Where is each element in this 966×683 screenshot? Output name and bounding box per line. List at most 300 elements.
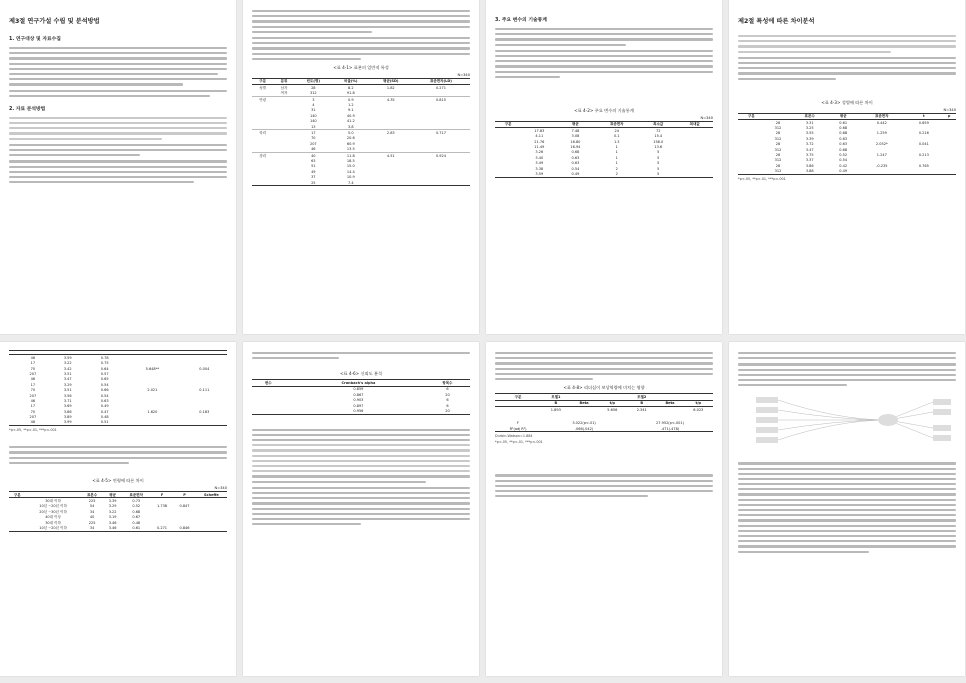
table-cell: 9.1 (348, 108, 354, 113)
table-cell: 5.648** (145, 366, 160, 371)
table-cell: .471(.478) (660, 426, 680, 431)
group-label: 경력 (259, 153, 267, 158)
reliability-table (252, 379, 470, 414)
body-paragraph (738, 363, 956, 386)
table-cell: 3.25 (805, 126, 814, 131)
table-cell: 13.6 (654, 145, 663, 150)
table-cell: 0.847 (179, 504, 190, 509)
section-heading: 3. 주요 변수의 기술통계 (495, 18, 547, 23)
table-cell: 3.89 (63, 415, 72, 420)
table-cell: 312 (774, 169, 782, 174)
table-cell: 34 (89, 509, 95, 514)
table-cell: 17 (311, 130, 316, 135)
table-header-cell: 구분 (504, 122, 512, 127)
path-model-diagram (738, 390, 956, 450)
table-cell: 70 (30, 388, 36, 393)
table-cell: 0.956 (353, 408, 364, 413)
table-cell: 30대 이하 (45, 499, 61, 503)
table-cell: 225 (88, 499, 96, 503)
table-cell: 312 (774, 136, 782, 141)
body-paragraph (738, 462, 956, 552)
table-cell: 0.54 (839, 158, 848, 163)
table-cell: 16.80 (570, 139, 581, 144)
table-cell: 46 (30, 420, 36, 425)
table-cell: 1.2 (348, 103, 354, 108)
table-cell: 0.765 (918, 163, 929, 168)
group-label: 성별 (259, 85, 267, 90)
table-cell: 51 (311, 164, 316, 169)
table-cell: 0.659 (918, 120, 929, 125)
table-cell (284, 408, 291, 414)
table-cell: 16.94 (570, 145, 581, 150)
table-cell (9, 525, 25, 531)
regression-table (495, 393, 713, 432)
page-8 (729, 342, 965, 676)
table-cell: 0.54 (100, 393, 109, 398)
table-cell: 2.83 (386, 130, 395, 135)
table-cell: 0.57 (100, 371, 109, 376)
table-cell: 3 (312, 97, 315, 102)
body-paragraph (495, 474, 713, 497)
table-cell: 0.216 (918, 131, 929, 136)
durbin-watson: Durbin-Watson=1.884 (495, 434, 533, 439)
table-cell: 17.83 (534, 128, 545, 133)
table-cell: 40.9 (346, 113, 355, 118)
table-cell: 3.46 (108, 520, 117, 525)
body-paragraph (9, 446, 227, 464)
table-header-cell: 최대값 (689, 122, 700, 127)
table-cell: 3.40 (535, 155, 544, 160)
table-header-cell: P (183, 492, 186, 497)
table-cell: 312 (774, 126, 782, 131)
table-cell: 24 (614, 128, 619, 133)
table-cell: 0.54 (100, 382, 109, 387)
body-paragraph (9, 117, 227, 140)
table-row (738, 169, 956, 175)
table-cell: 225 (88, 520, 96, 525)
table-header-cell: F (160, 492, 164, 497)
table-cell: 20.6 (346, 136, 355, 141)
table-cell: 2.021 (147, 388, 158, 393)
table-cell: 41.2 (346, 119, 355, 124)
sample-size-label: N=340 (700, 115, 713, 120)
table-cell: 17 (30, 404, 36, 409)
table-cell: 0.68 (839, 126, 848, 131)
table-cell: 31 (311, 108, 316, 113)
table-cell (858, 169, 905, 175)
page-3 (486, 0, 722, 334)
table-cell: 14.4 (346, 169, 355, 174)
education-diff-table (9, 350, 227, 426)
table-cell: 5 (657, 171, 660, 176)
table-cell: 1.259 (876, 131, 887, 136)
table-header-cell: 구분 (747, 114, 755, 119)
table-cell: 5 (657, 166, 660, 171)
table-cell: 1.893 (550, 407, 561, 412)
table-header-cell: 모델1 (551, 394, 561, 399)
table-cell: 4 (312, 103, 315, 108)
table-cell: 0.68 (839, 131, 848, 136)
table-cell: 0.897 (353, 403, 364, 408)
table-cell: 3.47 (63, 377, 72, 382)
body-paragraph (252, 10, 470, 33)
table-cell: 0.041 (918, 142, 929, 147)
group-label (252, 180, 273, 186)
table-cell: 34 (89, 525, 95, 530)
table-cell: 0.63 (571, 155, 580, 160)
table-header-cell: 표준편차 (875, 114, 889, 119)
table-row (495, 171, 713, 177)
body-paragraph (738, 57, 956, 80)
table-header-cell: 분류 (280, 79, 288, 84)
table-cell: 40대 이상 (45, 515, 61, 520)
demographics-table (252, 78, 470, 186)
table-header-cell: 평균 (109, 492, 116, 497)
table-cell: 1.3 (613, 139, 620, 144)
table-cell: 18.5 (346, 158, 355, 163)
table-header-cell: 평균(SD) (383, 79, 399, 84)
table-cell: 8.2 (348, 85, 354, 90)
table-cell: 0.717 (435, 130, 446, 135)
table-cell: 0.442 (876, 120, 887, 125)
table-cell: 46 (30, 377, 36, 382)
body-paragraph (252, 487, 470, 526)
table-cell (412, 180, 470, 186)
table-caption: <표 4-2> 주요 변수의 기술통계 (574, 107, 634, 113)
table-caption: <표 4-6> 신뢰도 분석 (339, 371, 383, 377)
table-cell: 207 (309, 141, 317, 146)
table-cell: 40 (89, 515, 95, 520)
table-cell (182, 420, 227, 426)
table-cell: 0.78 (100, 355, 109, 360)
table-cell: 6 (446, 398, 449, 403)
table-header-cell: 비율(%) (344, 79, 358, 84)
table-cell: 0.9 (348, 97, 354, 102)
table-caption: <표 4-5> 연령에 따른 차이 (92, 478, 144, 484)
table-cell: 3.022(p<.01) (572, 421, 596, 426)
table-cell: 0.004 (199, 366, 210, 371)
table-cell: 91.8 (346, 91, 355, 96)
table-header-cell: Beta (665, 401, 675, 406)
table-cell: 0.73 (132, 499, 141, 503)
table-cell: 3.47 (805, 147, 814, 152)
table-caption: <표 4-1> 표본의 일반적 특성 (333, 64, 389, 70)
table-header-cell: 표준편차 (129, 492, 144, 497)
body-paragraph (495, 50, 713, 78)
table-cell: 3.08 (571, 134, 580, 139)
table-cell: 140 (309, 113, 317, 118)
page-1 (0, 0, 236, 334)
table-cell: 1.738 (157, 504, 168, 509)
table-header-cell: B (640, 401, 644, 406)
table-cell: 312 (774, 158, 782, 163)
table-cell (196, 525, 227, 531)
table-header-cell: 구분 (13, 492, 21, 497)
table-cell: 0.63 (839, 142, 848, 147)
table-cell: 7.48 (571, 128, 580, 133)
table-cell: -0.235 (876, 163, 888, 168)
table-header-cell: 구분 (514, 394, 522, 399)
table-cell: 3.49 (535, 161, 544, 166)
table-row (252, 180, 470, 186)
table-cell: 0.68 (839, 147, 848, 152)
table-cell: 0.49 (839, 169, 848, 174)
table-cell: 49 (311, 169, 316, 174)
table-cell: 0.64 (100, 366, 109, 371)
table-cell: 63 (311, 158, 316, 163)
table-cell: 3.51 (63, 371, 72, 376)
body-paragraph (495, 352, 713, 380)
table-cell: 10.9 (346, 175, 355, 180)
table-cell: 3.39 (805, 136, 814, 141)
table-cell: 46 (30, 355, 36, 360)
table-cell: 1 (615, 150, 618, 155)
table-cell: 3.55 (805, 131, 814, 136)
table-cell: 20 (445, 408, 450, 413)
table-cell: 7.4 (348, 180, 354, 185)
table-cell: 0.271 (157, 525, 168, 530)
table-header-cell: 표본수 (87, 492, 98, 497)
table-cell: 0.111 (199, 388, 210, 393)
table-cell: 0.213 (918, 153, 929, 158)
table-cell: 37 (311, 175, 316, 180)
table-cell: 28 (775, 142, 781, 147)
table-cell: 0.75 (100, 361, 109, 366)
table-cell: 0.815 (435, 97, 446, 102)
table-cell: 158.0 (653, 139, 664, 144)
table-cell (738, 169, 765, 175)
table-cell: 207 (29, 371, 37, 376)
table-cell: 3.39 (108, 499, 117, 503)
body-paragraph (9, 47, 227, 86)
table-cell: 20년 ~30년 이하 (39, 509, 67, 514)
table-cell: 3.46 (108, 525, 117, 530)
table-cell: 0.66 (100, 388, 109, 393)
page-2 (243, 0, 479, 334)
table-cell: 207 (29, 393, 37, 398)
table-cell: 3.99 (63, 420, 72, 425)
table-cell: 3.72 (805, 142, 814, 147)
table-cell: 27.952(p<.001) (656, 421, 684, 426)
table-note: *p<.05, **p<.01, ***p<.001 (495, 440, 543, 445)
table-cell: 28 (775, 131, 781, 136)
table-cell: 60.9 (346, 141, 355, 146)
table-cell: 3.19 (108, 515, 117, 520)
table-cell: 0.49 (100, 404, 109, 409)
table-header-cell: Cronbach's alpha (341, 380, 376, 385)
table-cell: 0.924 (435, 153, 446, 158)
table-row (495, 426, 713, 432)
page-6 (243, 342, 479, 676)
table-cell: 1.247 (876, 153, 887, 158)
table-cell: 0.65 (100, 377, 109, 382)
table-cell: 4.11 (535, 134, 544, 139)
table-cell: 28 (775, 153, 781, 158)
table-cell: 207 (29, 415, 37, 420)
table-row (252, 408, 470, 414)
table-header-cell: Beta (579, 401, 589, 406)
table-cell: 0.49 (571, 171, 580, 176)
table-cell: 0.42 (839, 163, 848, 168)
table-cell: 3.29 (108, 504, 117, 509)
table-cell: 3.59 (63, 355, 72, 360)
table-cell: 10년 ~20년 이하 (39, 525, 67, 530)
table-header-cell: 항목수 (442, 380, 453, 385)
table-cell (9, 420, 17, 426)
table-header-cell: 평균 (839, 114, 847, 119)
table-cell: 3.42 (63, 366, 72, 371)
table-cell: 3.31 (805, 120, 814, 125)
table-cell: 2.052* (875, 142, 888, 147)
table-cell (252, 408, 284, 414)
table-row (9, 525, 227, 531)
chapter-title: 제2절 특성에 따른 차이분석 (738, 18, 815, 25)
table-header-cell: 최소값 (653, 122, 664, 127)
table-header-cell: 표준편차 (609, 122, 624, 127)
table-cell: 20 (445, 392, 450, 397)
table-cell: 3.88 (805, 169, 814, 174)
table-cell: 1 (615, 155, 618, 160)
table-header-cell: 평균 (572, 122, 579, 127)
table-cell: 0.1 (613, 134, 620, 139)
table-cell: 0.54 (571, 166, 580, 171)
table-cell: 6.023 (693, 407, 704, 412)
table-cell: 0.68 (132, 509, 141, 514)
table-cell: 1.82 (386, 85, 395, 90)
age-diff-table (9, 491, 227, 532)
body-paragraph (9, 90, 227, 97)
table-cell: 312 (774, 147, 782, 152)
table-cell: 0.63 (100, 398, 109, 403)
table-cell: 70 (30, 409, 36, 414)
group-label: 학력 (259, 130, 267, 135)
table-cell: R²(adj R²) (509, 426, 527, 431)
page-5 (0, 342, 236, 676)
chapter-title: 제3절 연구가설 수립 및 분석방법 (9, 18, 100, 25)
table-cell: 0.47 (100, 409, 109, 414)
table-cell: 4.51 (386, 153, 395, 158)
table-cell: 10년 ~20년 이하 (39, 504, 67, 509)
table-note: *p<.05, **p<.01, ***p<.001 (9, 428, 57, 433)
table-cell: 1 (615, 145, 618, 150)
table-cell (495, 171, 521, 177)
table-cell: 0.271 (435, 85, 446, 90)
table-header-cell: t/p (609, 401, 616, 406)
table-cell: 0.61 (132, 525, 141, 530)
sample-size-label: N=340 (943, 107, 956, 112)
table-cell: 21.76 (534, 139, 545, 144)
table-cell: 46 (30, 398, 36, 403)
page-7 (486, 342, 722, 676)
table-cell: 140 (309, 119, 317, 124)
table-cell: 0.51 (100, 420, 109, 425)
table-header-cell: 변수 (264, 380, 272, 385)
table-cell: 0.846 (179, 525, 190, 530)
table-cell: 3.51 (63, 388, 72, 393)
table-cell: 3.86 (805, 163, 814, 168)
table-cell: 70 (30, 366, 36, 371)
table-header-cell: t/p (695, 401, 701, 406)
table-cell: 40 (311, 153, 316, 158)
table-cell: 0.859 (353, 387, 364, 392)
section-heading: 1. 연구대상 및 자료수집 (9, 37, 61, 42)
table-cell: 72 (656, 128, 661, 133)
body-paragraph (252, 429, 470, 483)
table-caption: <표 4-3> 성별에 따른 차이 (821, 99, 873, 105)
table-header-cell: 표본수 (804, 114, 815, 119)
table-cell (273, 180, 294, 186)
table-cell: 0.68 (571, 150, 580, 155)
table-cell: .066(.042) (574, 426, 594, 431)
table-cell: 3.8 (348, 124, 354, 129)
table-cell: 0.48 (132, 520, 141, 525)
table-cell: 28 (775, 120, 781, 125)
table-cell: 3.69 (63, 404, 72, 409)
body-paragraph (738, 352, 956, 359)
table-cell: 13 (311, 124, 316, 129)
table-cell: 28 (775, 163, 781, 168)
table-cell: 0.52 (839, 153, 848, 158)
table-cell: 30대 이하 (45, 520, 61, 525)
table-cell: 0.67 (132, 515, 141, 520)
table-cell: 11.49 (534, 145, 545, 150)
table-header-cell: t (923, 114, 925, 119)
table-header-cell: B (554, 401, 558, 406)
table-cell: 28 (311, 85, 316, 90)
table-cell: 3.26 (535, 150, 544, 155)
table-cell: 15.0 (346, 164, 355, 169)
table-cell: 3.71 (63, 398, 72, 403)
table-cell: 3.22 (63, 361, 72, 366)
group-label: 연령 (259, 97, 267, 102)
table-cell: 2 (615, 166, 618, 171)
table-cell: 2 (615, 171, 618, 176)
gender-diff-table (738, 113, 956, 175)
table-cell: 1 (615, 161, 618, 166)
table-cell: F (517, 421, 520, 426)
table-cell: 3.56 (63, 393, 72, 398)
table-note: *p<.05, **p<.01, ***p<.001 (738, 176, 786, 181)
table-caption: <표 4-8> 리더십이 보상역량에 미치는 영향 (563, 385, 645, 391)
section-heading: 2. 자료 분석방법 (9, 106, 46, 112)
body-paragraph (252, 352, 470, 359)
table-header-cell: p (947, 114, 951, 119)
table-cell: 15.4 (654, 134, 663, 139)
table-cell: 5.656 (607, 407, 618, 412)
descriptive-stats-table (495, 121, 713, 178)
table-cell: 2.341 (636, 407, 647, 412)
table-cell: 0.48 (100, 415, 109, 420)
table-cell: 0.903 (353, 398, 364, 403)
table-cell: 6 (446, 403, 449, 408)
table-header-cell: 표준편차(LD) (430, 79, 452, 84)
table-cell: 312 (309, 91, 317, 96)
table-cell: 0.63 (571, 161, 580, 166)
table-cell: 0.61 (839, 120, 848, 125)
table-cell: 0.52 (132, 504, 141, 509)
table-cell: 3.22 (108, 509, 117, 514)
table-cell: 남자 (280, 85, 288, 90)
table-cell (370, 180, 412, 186)
table-cell: 3.38 (535, 166, 544, 171)
table-cell: 17 (30, 361, 36, 366)
table-cell: 54 (89, 504, 95, 509)
table-cell: 17 (30, 382, 36, 387)
table-cell: 25 (311, 180, 316, 185)
table-cell: 3.59 (535, 171, 544, 176)
table-header-cell: 모델2 (637, 394, 647, 399)
table-header-cell: 구분 (259, 79, 267, 84)
